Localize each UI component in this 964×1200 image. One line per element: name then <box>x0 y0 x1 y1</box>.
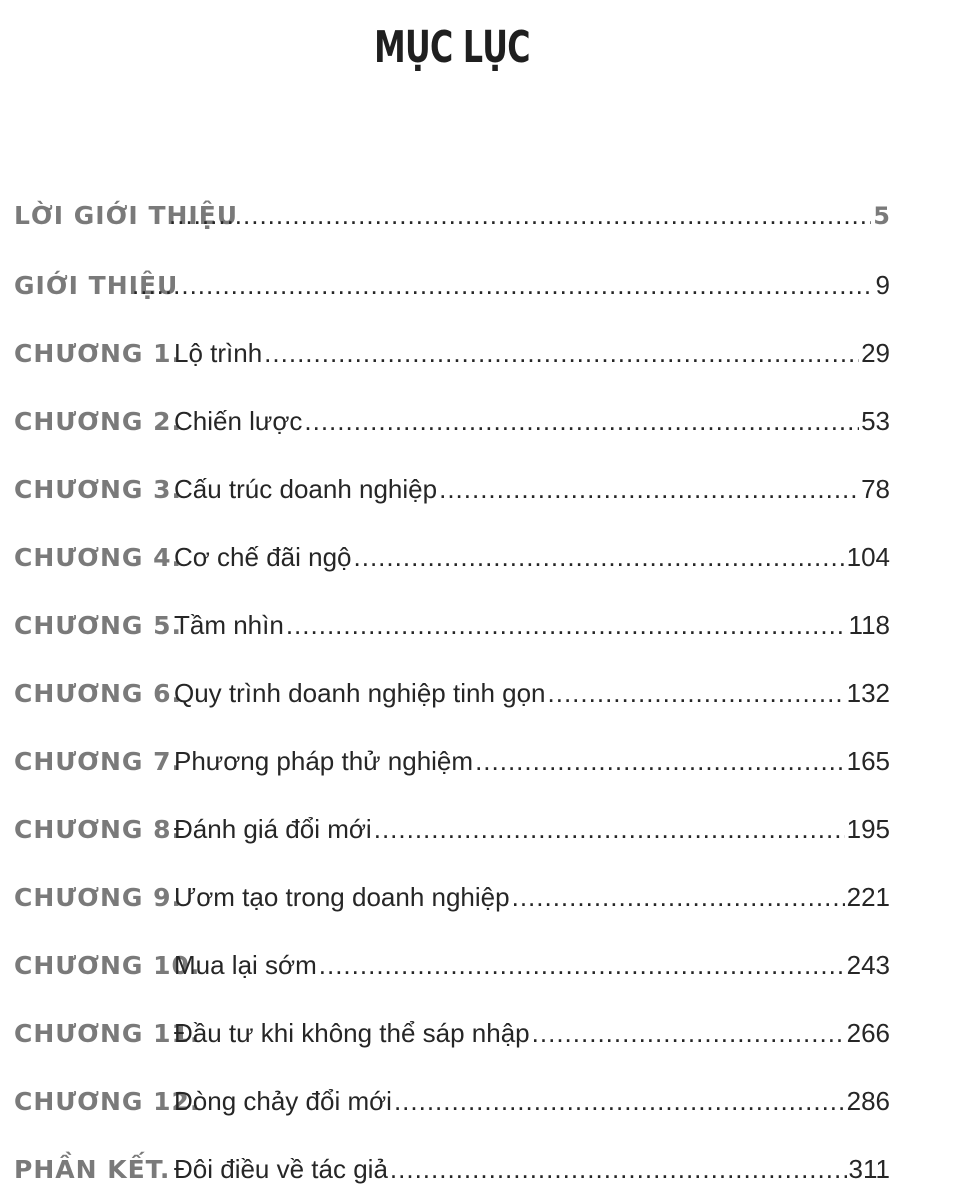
chapter-title: Cơ chế đãi ngộ <box>174 542 352 572</box>
toc-entry-label: LỜI GIỚI THIỆU <box>14 201 239 230</box>
toc-entry-foreword[interactable] <box>14 200 890 240</box>
leader-dots <box>319 950 845 981</box>
leader-dots <box>286 610 847 641</box>
chapter-page: 165 <box>846 746 890 776</box>
toc-entry-chapter-7[interactable] <box>14 746 890 786</box>
toc-entry-chapter-12[interactable] <box>14 1086 890 1126</box>
leader-dots <box>354 542 845 573</box>
toc-entry-epilogue[interactable] <box>14 1154 890 1194</box>
chapter-page: 78 <box>861 474 890 504</box>
toc-entry-chapter-3[interactable] <box>14 474 890 514</box>
leader-dots <box>390 1154 847 1185</box>
toc-entry-chapter-10[interactable] <box>14 950 890 990</box>
chapter-title: Phương pháp thử nghiệm <box>174 746 474 776</box>
chapter-title: Lộ trình <box>174 338 263 368</box>
page-title: MỤC LỤC <box>374 22 530 73</box>
leader-dots <box>439 474 859 505</box>
toc-entry-chapter-5[interactable] <box>14 610 890 650</box>
chapter-page: 104 <box>846 542 890 572</box>
toc-entry-chapter-6[interactable] <box>14 678 890 718</box>
chapter-page: 311 <box>848 1154 890 1184</box>
toc-entry-chapter-4[interactable] <box>14 542 890 582</box>
chapter-title: Ươm tạo trong doanh nghiệp <box>174 882 510 912</box>
chapter-title: Quy trình doanh nghiệp tinh gọn <box>174 678 546 708</box>
toc-entry-chapter-2[interactable] <box>14 406 890 446</box>
leader-dots <box>304 406 859 437</box>
chapter-page: 29 <box>861 338 890 368</box>
leader-dots <box>132 270 874 301</box>
chapter-page: 132 <box>846 678 890 708</box>
leader-dots <box>548 678 845 709</box>
chapter-page: 243 <box>846 950 890 980</box>
chapter-label: CHƯƠNG 2. <box>14 407 183 436</box>
chapter-label: CHƯƠNG 9. <box>14 883 183 912</box>
toc-entry-chapter-8[interactable] <box>14 814 890 854</box>
chapter-label: CHƯƠNG 6. <box>14 679 183 708</box>
chapter-label: CHƯƠNG 4. <box>14 543 183 572</box>
chapter-title: Đôi điều về tác giả <box>174 1154 388 1184</box>
chapter-label: CHƯƠNG 11. <box>14 1019 201 1048</box>
chapter-page: 195 <box>846 814 890 844</box>
chapter-label: CHƯƠNG 8. <box>14 815 183 844</box>
chapter-label: CHƯƠNG 1. <box>14 339 183 368</box>
chapter-label: CHƯƠNG 10. <box>14 951 201 980</box>
chapter-title: Tầm nhìn <box>174 610 284 640</box>
leader-dots <box>394 1086 845 1117</box>
leader-dots <box>169 200 871 231</box>
toc-entry-chapter-9[interactable] <box>14 882 890 922</box>
chapter-title: Dòng chảy đổi mới <box>174 1086 392 1116</box>
chapter-title: Mua lại sớm <box>174 950 317 980</box>
chapter-title: Đầu tư khi không thể sáp nhập <box>174 1018 530 1048</box>
toc-entry-label: GIỚI THIỆU <box>14 271 179 300</box>
chapter-label: CHƯƠNG 3. <box>14 475 183 504</box>
leader-dots <box>512 882 845 913</box>
toc-entry-page: 5 <box>873 202 890 230</box>
chapter-page: 266 <box>846 1018 890 1048</box>
chapter-label: CHƯƠNG 12. <box>14 1087 201 1116</box>
chapter-label: CHƯƠNG 5. <box>14 611 183 640</box>
chapter-label: PHẦN KẾT. <box>14 1155 171 1184</box>
leader-dots <box>374 814 845 845</box>
toc-entry-introduction[interactable] <box>14 270 890 310</box>
leader-dots <box>264 338 859 369</box>
toc-entry-page: 9 <box>875 270 890 300</box>
chapter-title: Đánh giá đổi mới <box>174 814 372 844</box>
chapter-title: Chiến lược <box>174 406 303 436</box>
chapter-page: 118 <box>848 610 890 640</box>
toc-entry-chapter-1[interactable] <box>14 338 890 378</box>
toc-entry-chapter-11[interactable] <box>14 1018 890 1058</box>
chapter-title: Cấu trúc doanh nghiệp <box>174 474 438 504</box>
chapter-page: 53 <box>861 406 890 436</box>
leader-dots <box>475 746 845 777</box>
leader-dots <box>532 1018 845 1049</box>
chapter-label: CHƯƠNG 7. <box>14 747 183 776</box>
chapter-page: 286 <box>846 1086 890 1116</box>
chapter-page: 221 <box>846 882 890 912</box>
